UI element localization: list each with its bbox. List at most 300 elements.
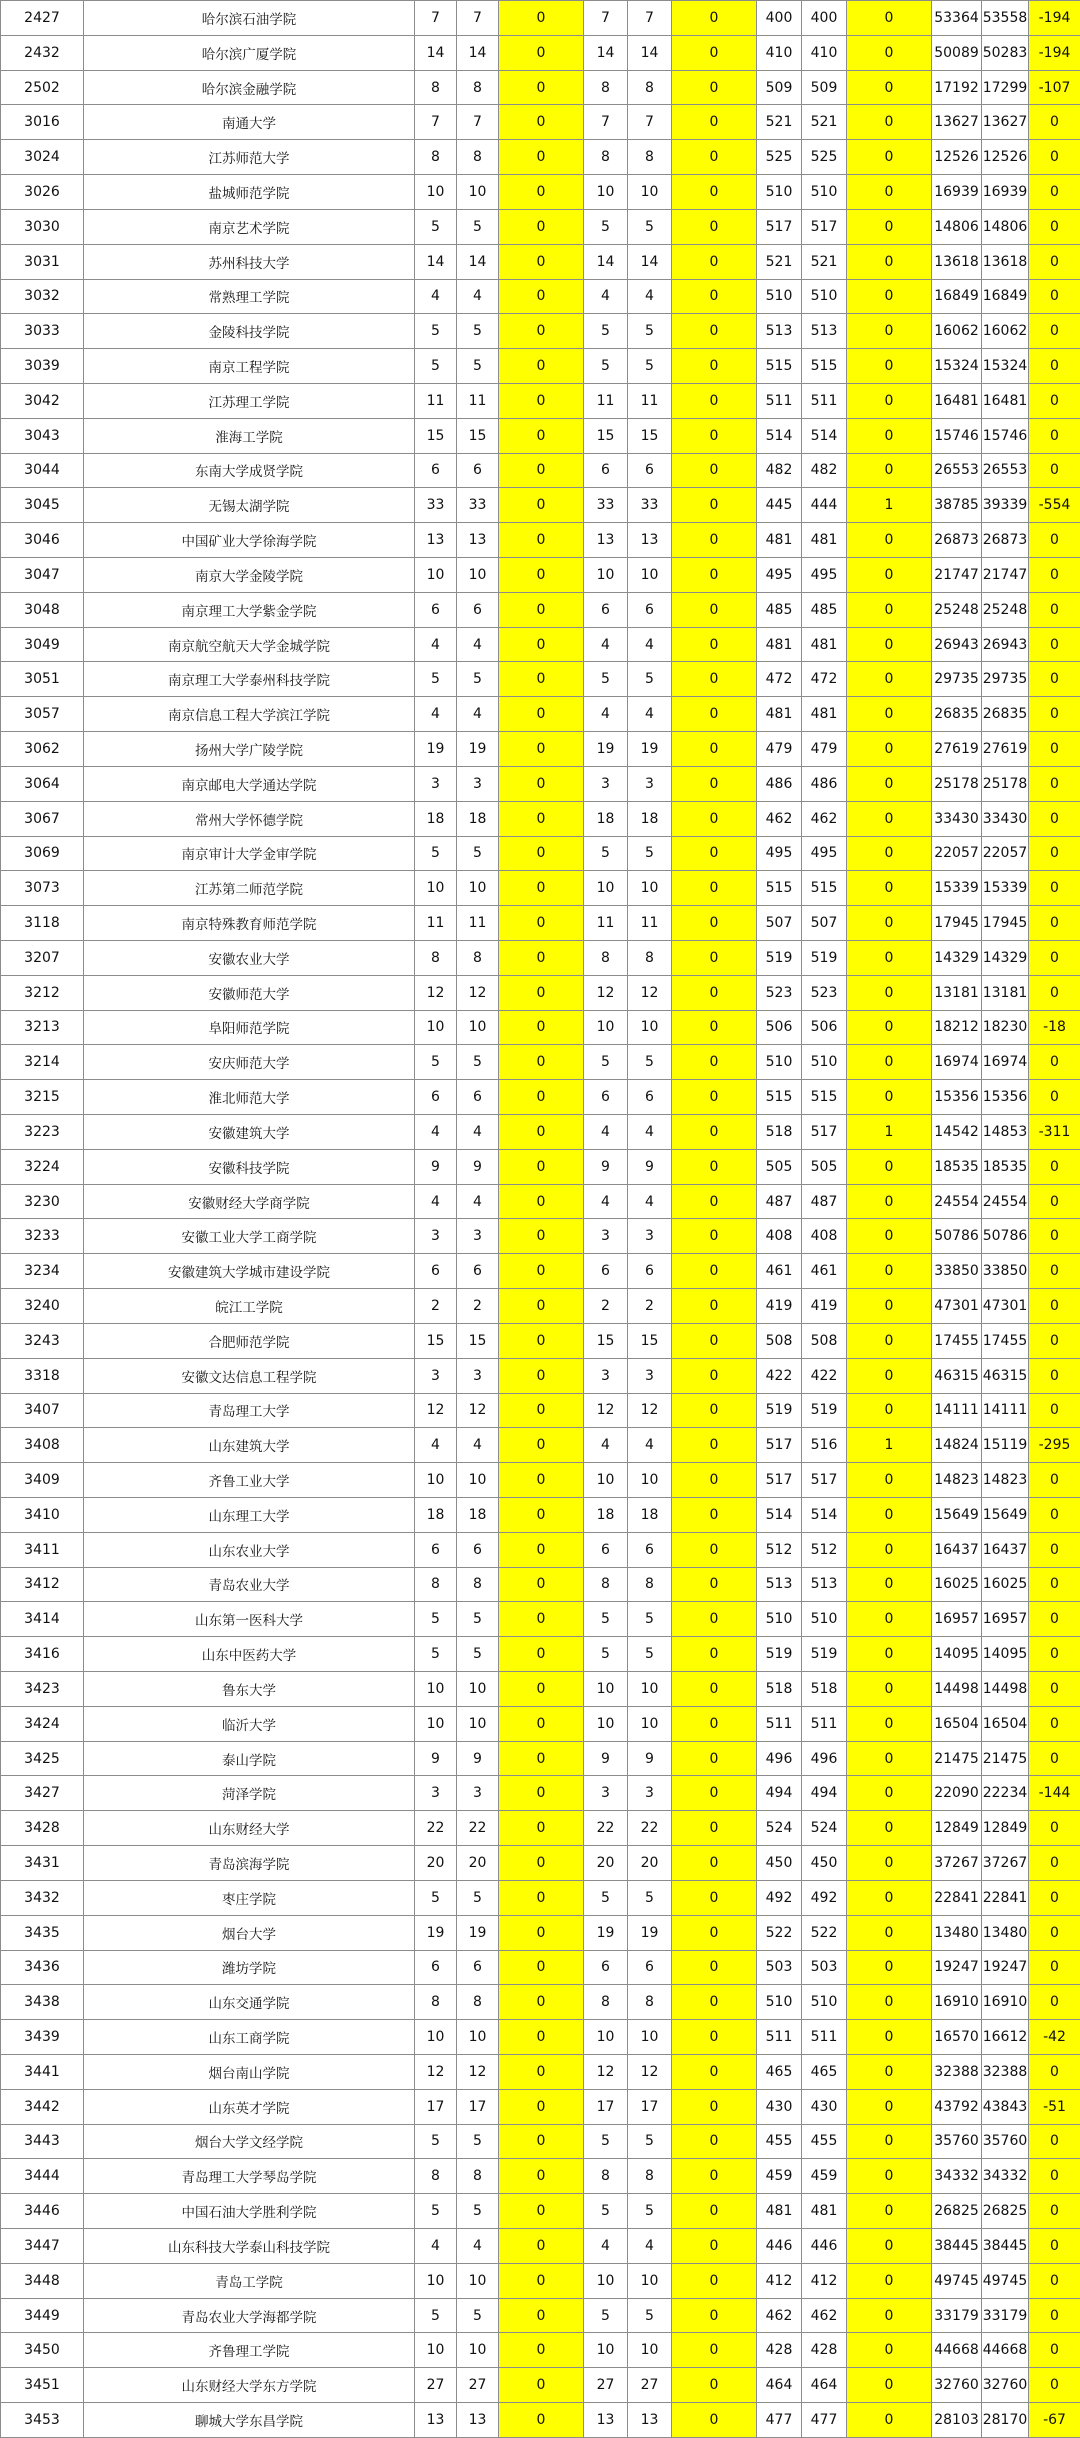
cell-school-code: 3215: [1, 1080, 84, 1115]
cell-diff-a: 0: [499, 766, 584, 801]
cell-enrolled-count-a: 5: [457, 1880, 499, 1915]
cell-min-score-b: 509: [802, 70, 847, 105]
cell-plan-count-a: 27: [415, 2368, 457, 2403]
table-row: [1, 801, 1080, 836]
cell-enrolled-count-b: 8: [628, 2159, 672, 2194]
cell-school-code: 3439: [1, 2020, 84, 2055]
cell-plan-count-a: 14: [415, 244, 457, 279]
cell-school-code: 3424: [1, 1706, 84, 1741]
cell-plan-count-b: 5: [584, 1880, 628, 1915]
cell-rank-diff: -311: [1029, 1115, 1080, 1150]
cell-plan-count-a: 7: [415, 105, 457, 140]
cell-rank-a: 38785: [932, 488, 982, 523]
cell-school-name: 南京特殊教育师范学院: [84, 906, 415, 941]
table-row: [1, 2263, 1080, 2298]
cell-min-score-a: 419: [757, 1289, 802, 1324]
cell-school-code: 3411: [1, 1532, 84, 1567]
cell-plan-count-b: 8: [584, 1985, 628, 2020]
cell-score-diff: 0: [847, 2263, 932, 2298]
cell-diff-b: 0: [672, 662, 757, 697]
cell-school-name: 南京审计大学金审学院: [84, 836, 415, 871]
cell-rank-diff: 0: [1029, 1045, 1080, 1080]
cell-diff-a: 0: [499, 697, 584, 732]
cell-diff-b: 0: [672, 1045, 757, 1080]
cell-diff-b: 0: [672, 2298, 757, 2333]
cell-enrolled-count-b: 5: [628, 662, 672, 697]
cell-diff-a: 0: [499, 1811, 584, 1846]
cell-enrolled-count-a: 3: [457, 1358, 499, 1393]
cell-rank-diff: 0: [1029, 1532, 1080, 1567]
cell-min-score-a: 510: [757, 175, 802, 210]
cell-enrolled-count-b: 3: [628, 1358, 672, 1393]
cell-rank-b: 25248: [982, 592, 1029, 627]
table-row: [1, 314, 1080, 349]
cell-enrolled-count-a: 8: [457, 140, 499, 175]
cell-rank-diff: -67: [1029, 2403, 1080, 2438]
cell-school-name: 鲁东大学: [84, 1672, 415, 1707]
cell-min-score-b: 444: [802, 488, 847, 523]
cell-school-code: 3214: [1, 1045, 84, 1080]
cell-enrolled-count-a: 6: [457, 1080, 499, 1115]
cell-score-diff: 0: [847, 975, 932, 1010]
cell-rank-b: 16025: [982, 1567, 1029, 1602]
cell-score-diff: 0: [847, 1811, 932, 1846]
cell-school-name: 青岛滨海学院: [84, 1846, 415, 1881]
cell-min-score-b: 519: [802, 1393, 847, 1428]
cell-plan-count-a: 6: [415, 453, 457, 488]
cell-school-name: 安徽农业大学: [84, 940, 415, 975]
cell-school-code: 3067: [1, 801, 84, 836]
cell-plan-count-a: 6: [415, 1532, 457, 1567]
cell-enrolled-count-b: 11: [628, 383, 672, 418]
cell-enrolled-count-b: 15: [628, 1323, 672, 1358]
cell-rank-a: 24554: [932, 1184, 982, 1219]
cell-rank-diff: 0: [1029, 1567, 1080, 1602]
cell-school-code: 3043: [1, 418, 84, 453]
cell-school-name: 山东工商学院: [84, 2020, 415, 2055]
cell-school-code: 3438: [1, 1985, 84, 2020]
cell-min-score-a: 496: [757, 1741, 802, 1776]
cell-plan-count-b: 4: [584, 627, 628, 662]
cell-school-code: 3451: [1, 2368, 84, 2403]
cell-plan-count-b: 4: [584, 2229, 628, 2264]
cell-score-diff: 0: [847, 1254, 932, 1289]
cell-school-code: 3243: [1, 1323, 84, 1358]
cell-min-score-a: 521: [757, 105, 802, 140]
cell-rank-b: 32760: [982, 2368, 1029, 2403]
cell-rank-diff: 0: [1029, 140, 1080, 175]
cell-plan-count-a: 8: [415, 940, 457, 975]
table-row: [1, 2020, 1080, 2055]
cell-school-name: 菏泽学院: [84, 1776, 415, 1811]
cell-diff-a: 0: [499, 1776, 584, 1811]
cell-rank-a: 22841: [932, 1880, 982, 1915]
cell-rank-b: 12526: [982, 140, 1029, 175]
cell-min-score-b: 472: [802, 662, 847, 697]
table-row: [1, 1706, 1080, 1741]
cell-enrolled-count-b: 10: [628, 871, 672, 906]
cell-school-name: 泰山学院: [84, 1741, 415, 1776]
cell-min-score-a: 508: [757, 1323, 802, 1358]
cell-enrolled-count-a: 10: [457, 2020, 499, 2055]
cell-plan-count-a: 10: [415, 1672, 457, 1707]
cell-plan-count-b: 11: [584, 906, 628, 941]
cell-rank-b: 16062: [982, 314, 1029, 349]
cell-diff-a: 0: [499, 1184, 584, 1219]
cell-diff-a: 0: [499, 1532, 584, 1567]
cell-rank-b: 14823: [982, 1463, 1029, 1498]
table-row: [1, 488, 1080, 523]
cell-rank-diff: -554: [1029, 488, 1080, 523]
cell-school-code: 3234: [1, 1254, 84, 1289]
cell-min-score-b: 517: [802, 209, 847, 244]
cell-school-name: 安徽师范大学: [84, 975, 415, 1010]
cell-score-diff: 0: [847, 244, 932, 279]
cell-enrolled-count-a: 15: [457, 418, 499, 453]
table-row: [1, 418, 1080, 453]
cell-school-name: 南京艺术学院: [84, 209, 415, 244]
cell-rank-b: 18230: [982, 1010, 1029, 1045]
cell-min-score-b: 510: [802, 1985, 847, 2020]
cell-school-name: 青岛农业大学: [84, 1567, 415, 1602]
cell-score-diff: 0: [847, 801, 932, 836]
cell-score-diff: 0: [847, 697, 932, 732]
cell-rank-diff: 0: [1029, 1846, 1080, 1881]
cell-plan-count-a: 5: [415, 2194, 457, 2229]
cell-min-score-a: 481: [757, 627, 802, 662]
cell-diff-b: 0: [672, 1393, 757, 1428]
cell-rank-a: 32760: [932, 2368, 982, 2403]
cell-plan-count-a: 22: [415, 1811, 457, 1846]
cell-min-score-a: 422: [757, 1358, 802, 1393]
cell-rank-diff: 0: [1029, 766, 1080, 801]
table-row: [1, 836, 1080, 871]
cell-plan-count-a: 4: [415, 2229, 457, 2264]
cell-school-code: 3423: [1, 1672, 84, 1707]
cell-enrolled-count-a: 4: [457, 279, 499, 314]
cell-min-score-a: 513: [757, 314, 802, 349]
cell-score-diff: 0: [847, 2159, 932, 2194]
cell-plan-count-b: 10: [584, 558, 628, 593]
cell-rank-diff: -194: [1029, 1, 1080, 36]
cell-rank-diff: 0: [1029, 1741, 1080, 1776]
cell-plan-count-b: 5: [584, 314, 628, 349]
table-row: [1, 35, 1080, 70]
cell-min-score-a: 477: [757, 2403, 802, 2438]
cell-diff-a: 0: [499, 140, 584, 175]
cell-diff-a: 0: [499, 1149, 584, 1184]
cell-min-score-b: 408: [802, 1219, 847, 1254]
cell-min-score-b: 446: [802, 2229, 847, 2264]
cell-diff-a: 0: [499, 2229, 584, 2264]
cell-enrolled-count-a: 9: [457, 1149, 499, 1184]
cell-school-code: 3064: [1, 766, 84, 801]
cell-plan-count-b: 18: [584, 801, 628, 836]
cell-min-score-a: 465: [757, 2054, 802, 2089]
table-row: [1, 2194, 1080, 2229]
cell-plan-count-a: 10: [415, 1010, 457, 1045]
cell-min-score-b: 400: [802, 1, 847, 36]
cell-rank-b: 21475: [982, 1741, 1029, 1776]
cell-plan-count-a: 18: [415, 1497, 457, 1532]
cell-plan-count-b: 6: [584, 592, 628, 627]
cell-plan-count-a: 5: [415, 1602, 457, 1637]
cell-rank-diff: 0: [1029, 906, 1080, 941]
cell-min-score-a: 445: [757, 488, 802, 523]
table-row: [1, 975, 1080, 1010]
cell-plan-count-a: 15: [415, 418, 457, 453]
table-row: [1, 1045, 1080, 1080]
cell-min-score-b: 482: [802, 453, 847, 488]
table-row: [1, 1880, 1080, 1915]
cell-min-score-b: 481: [802, 627, 847, 662]
cell-rank-b: 28170: [982, 2403, 1029, 2438]
cell-school-code: 3448: [1, 2263, 84, 2298]
cell-score-diff: 0: [847, 1880, 932, 1915]
cell-school-code: 3428: [1, 1811, 84, 1846]
cell-school-name: 淮北师范大学: [84, 1080, 415, 1115]
cell-enrolled-count-b: 8: [628, 1985, 672, 2020]
cell-rank-diff: 0: [1029, 1672, 1080, 1707]
cell-school-name: 江苏第二师范学院: [84, 871, 415, 906]
cell-rank-a: 37267: [932, 1846, 982, 1881]
cell-school-name: 金陵科技学院: [84, 314, 415, 349]
cell-min-score-a: 459: [757, 2159, 802, 2194]
cell-enrolled-count-a: 5: [457, 836, 499, 871]
cell-school-code: 3051: [1, 662, 84, 697]
cell-min-score-a: 515: [757, 349, 802, 384]
cell-school-code: 3409: [1, 1463, 84, 1498]
cell-enrolled-count-b: 5: [628, 209, 672, 244]
table-row: [1, 558, 1080, 593]
cell-plan-count-a: 5: [415, 2298, 457, 2333]
cell-min-score-b: 462: [802, 2298, 847, 2333]
cell-plan-count-a: 4: [415, 1184, 457, 1219]
cell-rank-b: 16910: [982, 1985, 1029, 2020]
cell-min-score-a: 410: [757, 35, 802, 70]
cell-score-diff: 0: [847, 871, 932, 906]
cell-score-diff: 0: [847, 1706, 932, 1741]
cell-rank-a: 14806: [932, 209, 982, 244]
table-row: [1, 2229, 1080, 2264]
cell-plan-count-b: 13: [584, 523, 628, 558]
cell-min-score-a: 492: [757, 1880, 802, 1915]
cell-plan-count-b: 10: [584, 1672, 628, 1707]
cell-school-name: 扬州大学广陵学院: [84, 732, 415, 767]
cell-score-diff: 1: [847, 488, 932, 523]
cell-enrolled-count-a: 3: [457, 766, 499, 801]
cell-plan-count-b: 19: [584, 1915, 628, 1950]
cell-plan-count-a: 17: [415, 2089, 457, 2124]
cell-school-name: 青岛理工大学: [84, 1393, 415, 1428]
table-row: [1, 1010, 1080, 1045]
cell-min-score-b: 521: [802, 105, 847, 140]
cell-enrolled-count-b: 18: [628, 801, 672, 836]
cell-rank-b: 33850: [982, 1254, 1029, 1289]
cell-score-diff: 0: [847, 2194, 932, 2229]
cell-school-code: 3414: [1, 1602, 84, 1637]
cell-diff-b: 0: [672, 1289, 757, 1324]
cell-min-score-b: 481: [802, 697, 847, 732]
cell-rank-diff: 0: [1029, 1706, 1080, 1741]
cell-rank-diff: 0: [1029, 314, 1080, 349]
cell-rank-a: 16910: [932, 1985, 982, 2020]
cell-enrolled-count-b: 17: [628, 2089, 672, 2124]
cell-plan-count-a: 10: [415, 871, 457, 906]
cell-plan-count-b: 10: [584, 2020, 628, 2055]
cell-diff-a: 0: [499, 1706, 584, 1741]
cell-rank-diff: 0: [1029, 2054, 1080, 2089]
cell-diff-b: 0: [672, 209, 757, 244]
cell-school-name: 山东第一医科大学: [84, 1602, 415, 1637]
cell-diff-a: 0: [499, 906, 584, 941]
cell-enrolled-count-a: 7: [457, 1, 499, 36]
cell-score-diff: 0: [847, 592, 932, 627]
cell-diff-b: 0: [672, 349, 757, 384]
cell-plan-count-a: 33: [415, 488, 457, 523]
cell-rank-b: 16974: [982, 1045, 1029, 1080]
cell-enrolled-count-b: 33: [628, 488, 672, 523]
cell-diff-b: 0: [672, 314, 757, 349]
cell-score-diff: 0: [847, 1149, 932, 1184]
cell-enrolled-count-a: 5: [457, 349, 499, 384]
cell-enrolled-count-a: 4: [457, 1115, 499, 1150]
cell-score-diff: 0: [847, 2333, 932, 2368]
table-row: [1, 766, 1080, 801]
cell-rank-b: 18535: [982, 1149, 1029, 1184]
cell-rank-a: 16481: [932, 383, 982, 418]
table-row: [1, 1637, 1080, 1672]
cell-plan-count-b: 6: [584, 1950, 628, 1985]
cell-rank-diff: 0: [1029, 279, 1080, 314]
cell-school-code: 3069: [1, 836, 84, 871]
cell-rank-a: 14111: [932, 1393, 982, 1428]
cell-min-score-b: 519: [802, 940, 847, 975]
cell-plan-count-b: 8: [584, 1567, 628, 1602]
cell-diff-a: 0: [499, 1, 584, 36]
cell-plan-count-a: 19: [415, 732, 457, 767]
cell-plan-count-b: 10: [584, 2333, 628, 2368]
cell-diff-a: 0: [499, 1741, 584, 1776]
cell-rank-b: 16957: [982, 1602, 1029, 1637]
cell-plan-count-a: 10: [415, 175, 457, 210]
cell-plan-count-a: 6: [415, 1080, 457, 1115]
cell-rank-diff: 0: [1029, 2159, 1080, 2194]
cell-school-code: 3233: [1, 1219, 84, 1254]
cell-school-code: 3033: [1, 314, 84, 349]
cell-rank-diff: -194: [1029, 35, 1080, 70]
cell-enrolled-count-a: 8: [457, 1567, 499, 1602]
cell-min-score-a: 510: [757, 1602, 802, 1637]
cell-plan-count-a: 10: [415, 2263, 457, 2298]
cell-diff-b: 0: [672, 2089, 757, 2124]
cell-enrolled-count-b: 8: [628, 140, 672, 175]
cell-rank-diff: 0: [1029, 697, 1080, 732]
table-row: [1, 383, 1080, 418]
cell-school-code: 3039: [1, 349, 84, 384]
cell-enrolled-count-a: 12: [457, 1393, 499, 1428]
cell-school-code: 3449: [1, 2298, 84, 2333]
table-row: [1, 2159, 1080, 2194]
cell-rank-a: 12849: [932, 1811, 982, 1846]
cell-rank-b: 47301: [982, 1289, 1029, 1324]
cell-rank-b: 14329: [982, 940, 1029, 975]
cell-rank-b: 29735: [982, 662, 1029, 697]
cell-school-code: 3213: [1, 1010, 84, 1045]
table-row: [1, 732, 1080, 767]
table-row: [1, 1254, 1080, 1289]
cell-plan-count-b: 19: [584, 732, 628, 767]
cell-enrolled-count-b: 5: [628, 1637, 672, 1672]
cell-plan-count-a: 5: [415, 1880, 457, 1915]
cell-plan-count-b: 5: [584, 209, 628, 244]
cell-school-code: 3044: [1, 453, 84, 488]
cell-min-score-a: 511: [757, 2020, 802, 2055]
table-row: [1, 2124, 1080, 2159]
cell-score-diff: 1: [847, 1115, 932, 1150]
cell-enrolled-count-a: 10: [457, 175, 499, 210]
cell-rank-b: 13181: [982, 975, 1029, 1010]
cell-rank-a: 21747: [932, 558, 982, 593]
cell-diff-a: 0: [499, 801, 584, 836]
cell-min-score-a: 495: [757, 558, 802, 593]
cell-min-score-b: 517: [802, 1463, 847, 1498]
cell-diff-a: 0: [499, 836, 584, 871]
cell-plan-count-a: 18: [415, 801, 457, 836]
cell-enrolled-count-a: 18: [457, 1497, 499, 1532]
cell-school-code: 3057: [1, 697, 84, 732]
cell-rank-a: 19247: [932, 1950, 982, 1985]
table-row: [1, 1532, 1080, 1567]
cell-rank-a: 13618: [932, 244, 982, 279]
cell-rank-a: 18212: [932, 1010, 982, 1045]
cell-plan-count-a: 5: [415, 209, 457, 244]
cell-school-name: 枣庄学院: [84, 1880, 415, 1915]
cell-enrolled-count-b: 5: [628, 2124, 672, 2159]
cell-enrolled-count-b: 10: [628, 1672, 672, 1707]
cell-score-diff: 0: [847, 2298, 932, 2333]
cell-min-score-a: 510: [757, 279, 802, 314]
table-row: [1, 453, 1080, 488]
cell-diff-b: 0: [672, 2368, 757, 2403]
cell-diff-a: 0: [499, 70, 584, 105]
cell-rank-a: 16504: [932, 1706, 982, 1741]
cell-diff-a: 0: [499, 1985, 584, 2020]
cell-school-name: 烟台大学: [84, 1915, 415, 1950]
cell-rank-a: 16939: [932, 175, 982, 210]
cell-diff-b: 0: [672, 871, 757, 906]
cell-enrolled-count-a: 5: [457, 2298, 499, 2333]
cell-enrolled-count-b: 4: [628, 1184, 672, 1219]
cell-diff-a: 0: [499, 1010, 584, 1045]
cell-plan-count-b: 6: [584, 1080, 628, 1115]
cell-rank-b: 49745: [982, 2263, 1029, 2298]
cell-rank-a: 33850: [932, 1254, 982, 1289]
cell-rank-b: 39339: [982, 488, 1029, 523]
cell-plan-count-b: 18: [584, 1497, 628, 1532]
cell-rank-a: 18535: [932, 1149, 982, 1184]
cell-rank-diff: 0: [1029, 383, 1080, 418]
cell-rank-a: 28103: [932, 2403, 982, 2438]
table-row: [1, 1950, 1080, 1985]
cell-min-score-b: 430: [802, 2089, 847, 2124]
cell-rank-diff: 0: [1029, 592, 1080, 627]
cell-min-score-b: 523: [802, 975, 847, 1010]
cell-plan-count-b: 12: [584, 2054, 628, 2089]
cell-enrolled-count-a: 19: [457, 732, 499, 767]
cell-enrolled-count-b: 7: [628, 1, 672, 36]
table-row: [1, 1115, 1080, 1150]
